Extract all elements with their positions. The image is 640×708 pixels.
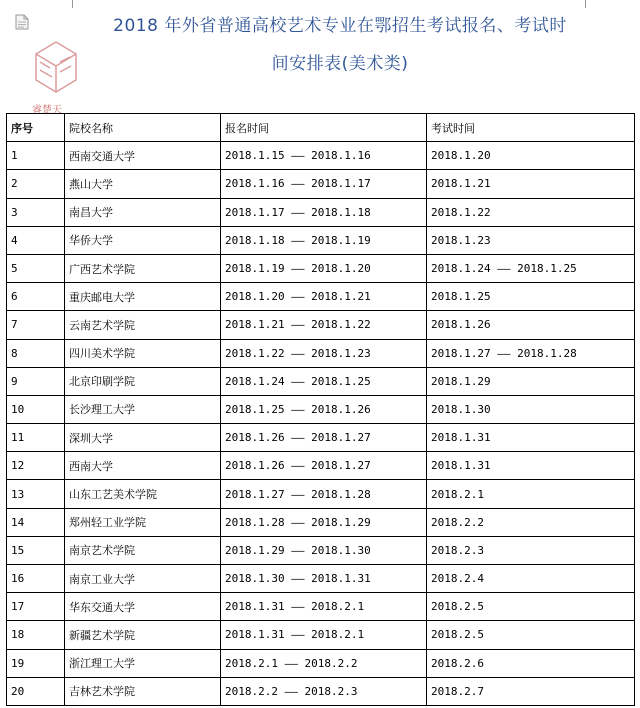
- school-name: 广西艺术学院: [65, 254, 221, 282]
- table-header-row: [7, 114, 635, 142]
- school-name: 四川美术学院: [65, 339, 221, 367]
- row-index: 17: [7, 593, 65, 621]
- header-exam-time: 考试时间: [427, 114, 635, 142]
- row-index: 12: [7, 452, 65, 480]
- table-row: [7, 649, 635, 677]
- row-index: 5: [7, 254, 65, 282]
- row-index: 10: [7, 395, 65, 423]
- exam-time: 2018.1.29: [427, 367, 635, 395]
- registration-time: 2018.1.28 —— 2018.1.29: [221, 508, 427, 536]
- registration-time: 2018.1.20 —— 2018.1.21: [221, 283, 427, 311]
- exam-time: 2018.2.6: [427, 649, 635, 677]
- table-row: [7, 367, 635, 395]
- school-name: 南京工业大学: [65, 565, 221, 593]
- exam-time: 2018.1.27 —— 2018.1.28: [427, 339, 635, 367]
- exam-time: 2018.2.7: [427, 677, 635, 705]
- row-index: 3: [7, 198, 65, 226]
- registration-time: 2018.1.27 —— 2018.1.28: [221, 480, 427, 508]
- table-row: [7, 170, 635, 198]
- row-index: 16: [7, 565, 65, 593]
- school-name: 西南交通大学: [65, 142, 221, 170]
- exam-time: 2018.2.5: [427, 621, 635, 649]
- table-row: [7, 536, 635, 564]
- school-name: 云南艺术学院: [65, 311, 221, 339]
- school-name: 山东工艺美术学院: [65, 480, 221, 508]
- registration-time: 2018.1.16 —— 2018.1.17: [221, 170, 427, 198]
- school-name: 华侨大学: [65, 226, 221, 254]
- exam-time: 2018.1.23: [427, 226, 635, 254]
- exam-time: 2018.1.26: [427, 311, 635, 339]
- exam-time: 2018.2.4: [427, 565, 635, 593]
- exam-time: 2018.1.22: [427, 198, 635, 226]
- table-row: [7, 621, 635, 649]
- registration-time: 2018.1.31 —— 2018.2.1: [221, 593, 427, 621]
- school-name: 华东交通大学: [65, 593, 221, 621]
- table-row: [7, 198, 635, 226]
- table-row: [7, 593, 635, 621]
- page-corner-left: [52, 0, 73, 8]
- school-name: 燕山大学: [65, 170, 221, 198]
- registration-time: 2018.2.1 —— 2018.2.2: [221, 649, 427, 677]
- exam-time: 2018.1.24 —— 2018.1.25: [427, 254, 635, 282]
- exam-time: 2018.1.25: [427, 283, 635, 311]
- school-name: 深圳大学: [65, 424, 221, 452]
- registration-time: 2018.1.17 —— 2018.1.18: [221, 198, 427, 226]
- logo-text: 睿楚天: [32, 105, 62, 116]
- table-row: [7, 565, 635, 593]
- exam-time: 2018.1.30: [427, 395, 635, 423]
- document-title-line1: 2018 年外省普通高校艺术专业在鄂招生考试报名、考试时: [113, 16, 567, 36]
- table-row: [7, 311, 635, 339]
- school-name: 西南大学: [65, 452, 221, 480]
- registration-time: 2018.1.26 —— 2018.1.27: [221, 452, 427, 480]
- table-row: [7, 283, 635, 311]
- school-name: 南京艺术学院: [65, 536, 221, 564]
- school-name: 南昌大学: [65, 198, 221, 226]
- table-row: [7, 677, 635, 705]
- exam-time: 2018.2.3: [427, 536, 635, 564]
- table-row: [7, 452, 635, 480]
- row-index: 6: [7, 283, 65, 311]
- row-index: 19: [7, 649, 65, 677]
- header-index: 序号: [7, 114, 65, 142]
- row-index: 4: [7, 226, 65, 254]
- registration-time: 2018.1.15 —— 2018.1.16: [221, 142, 427, 170]
- table-row: [7, 508, 635, 536]
- registration-time: 2018.1.21 —— 2018.1.22: [221, 311, 427, 339]
- exam-time: 2018.1.31: [427, 452, 635, 480]
- header-registration-time: 报名时间: [221, 114, 427, 142]
- row-index: 18: [7, 621, 65, 649]
- registration-time: 2018.1.24 —— 2018.1.25: [221, 367, 427, 395]
- exam-time: 2018.1.20: [427, 142, 635, 170]
- document-title-line2: 间安排表(美术类): [271, 54, 409, 74]
- exam-time: 2018.2.1: [427, 480, 635, 508]
- document-icon: [15, 14, 29, 30]
- registration-time: 2018.1.26 —— 2018.1.27: [221, 424, 427, 452]
- school-name: 北京印刷学院: [65, 367, 221, 395]
- school-name: 重庆邮电大学: [65, 283, 221, 311]
- row-index: 14: [7, 508, 65, 536]
- header-school: 院校名称: [65, 114, 221, 142]
- registration-time: 2018.1.31 —— 2018.2.1: [221, 621, 427, 649]
- registration-time: 2018.1.25 —— 2018.1.26: [221, 395, 427, 423]
- table-row: [7, 226, 635, 254]
- table-row: [7, 424, 635, 452]
- page-corner-right: [585, 0, 606, 8]
- row-index: 20: [7, 677, 65, 705]
- table-row: [7, 480, 635, 508]
- row-index: 7: [7, 311, 65, 339]
- school-name: 新疆艺术学院: [65, 621, 221, 649]
- school-name: 浙江理工大学: [65, 649, 221, 677]
- registration-time: 2018.1.30 —— 2018.1.31: [221, 565, 427, 593]
- row-index: 1: [7, 142, 65, 170]
- row-index: 11: [7, 424, 65, 452]
- registration-time: 2018.1.29 —— 2018.1.30: [221, 536, 427, 564]
- schedule-table: [6, 113, 635, 706]
- registration-time: 2018.1.22 —— 2018.1.23: [221, 339, 427, 367]
- registration-time: 2018.1.18 —— 2018.1.19: [221, 226, 427, 254]
- table-row: [7, 339, 635, 367]
- registration-time: 2018.2.2 —— 2018.2.3: [221, 677, 427, 705]
- exam-time: 2018.1.31: [427, 424, 635, 452]
- exam-time: 2018.1.21: [427, 170, 635, 198]
- exam-time: 2018.2.2: [427, 508, 635, 536]
- row-index: 2: [7, 170, 65, 198]
- exam-time: 2018.2.5: [427, 593, 635, 621]
- row-index: 15: [7, 536, 65, 564]
- table-row: [7, 142, 635, 170]
- row-index: 8: [7, 339, 65, 367]
- table-row: [7, 395, 635, 423]
- row-index: 13: [7, 480, 65, 508]
- table-row: [7, 254, 635, 282]
- school-name: 郑州轻工业学院: [65, 508, 221, 536]
- registration-time: 2018.1.19 —— 2018.1.20: [221, 254, 427, 282]
- school-name: 吉林艺术学院: [65, 677, 221, 705]
- row-index: 9: [7, 367, 65, 395]
- school-name: 长沙理工大学: [65, 395, 221, 423]
